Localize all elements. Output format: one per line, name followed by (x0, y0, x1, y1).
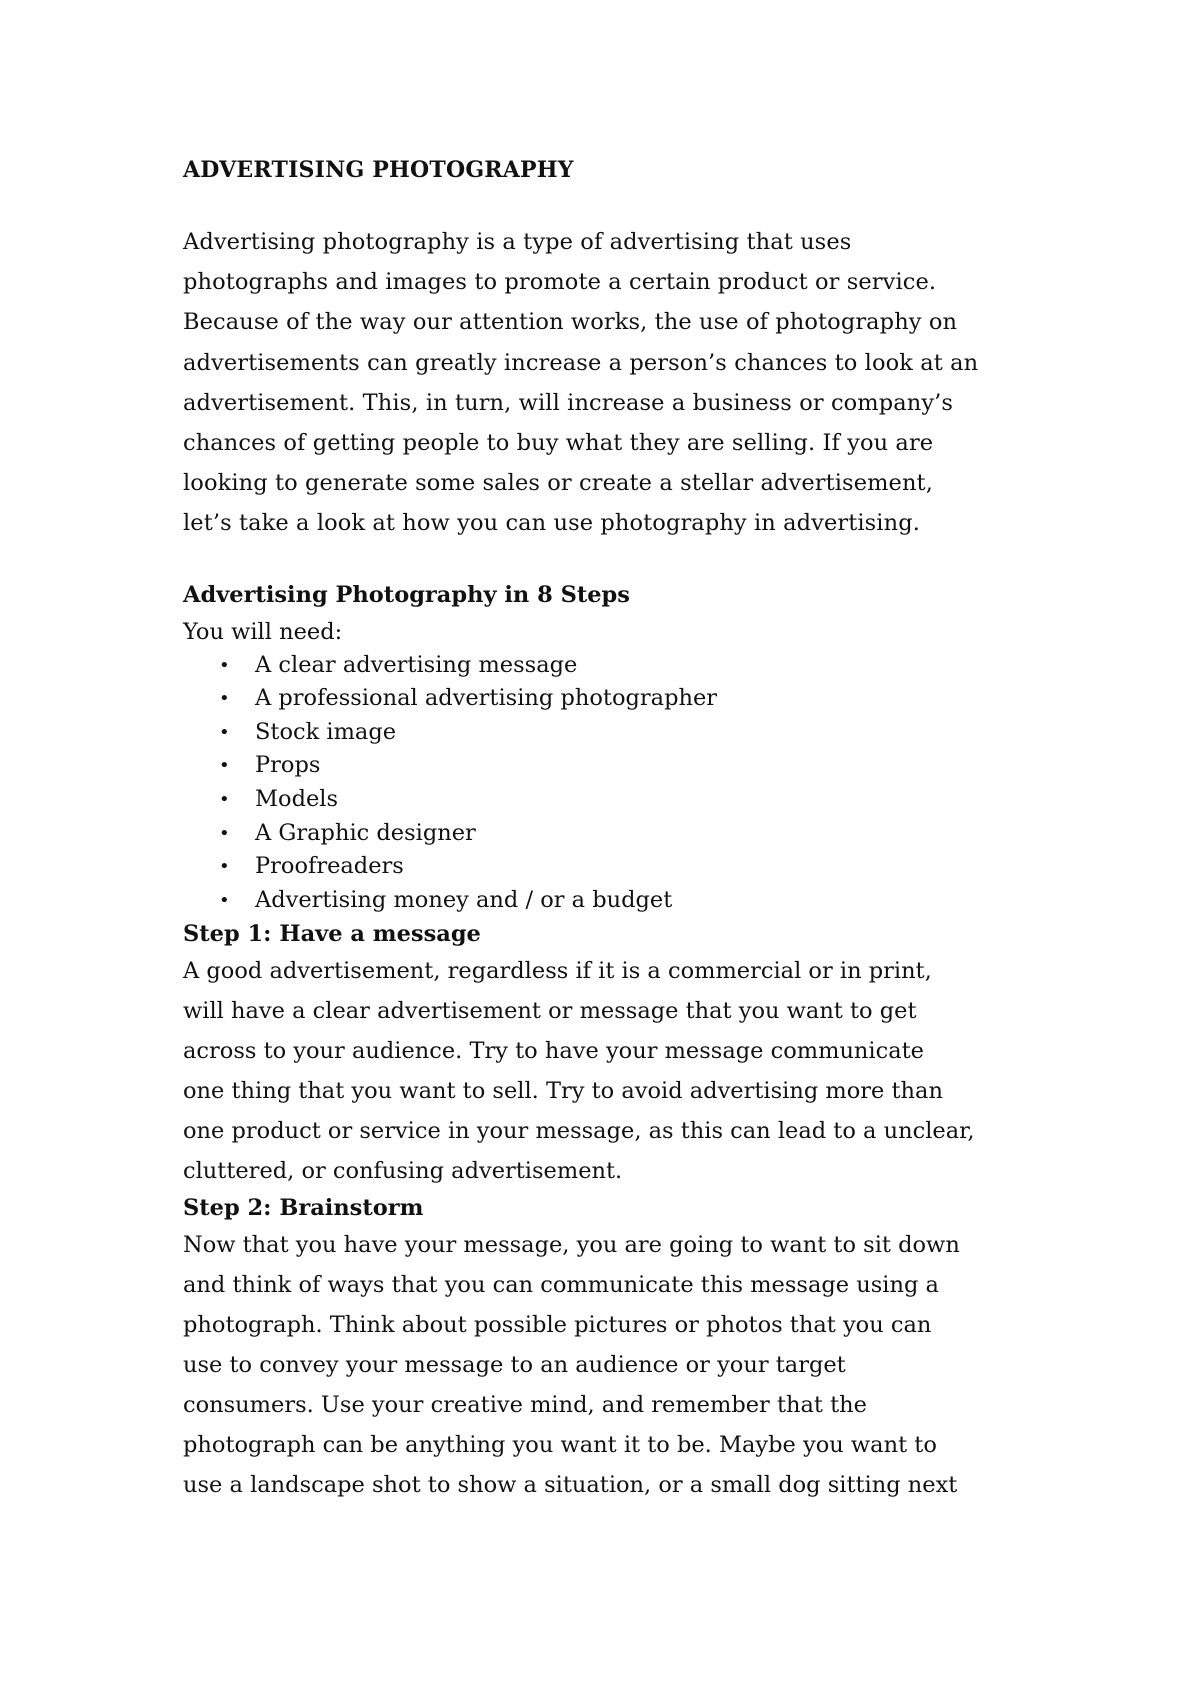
list-item (219, 716, 1063, 750)
bullet-icon: • (219, 721, 230, 743)
document-content (183, 150, 1063, 1505)
step-line: across to your audience. Try to have your message communicate (183, 1038, 924, 1065)
need-label: You will need: (183, 618, 343, 645)
intro-line: photographs and images to promote a certain product or service. (183, 269, 937, 296)
list-item (219, 884, 1063, 918)
intro-line: let’s take a look at how you can use photography in advertising. (183, 510, 920, 537)
intro-line: Advertising photography is a type of advertising that uses (183, 229, 852, 255)
bullet-icon: • (219, 688, 230, 710)
list-item (219, 749, 1063, 783)
list-item-text: Models (255, 786, 339, 812)
step-line: consumers. Use your creative mind, and remember that the (183, 1392, 867, 1419)
step-line: and think of ways that you can communicate this message using a (183, 1272, 939, 1299)
list-item (219, 817, 1063, 851)
step-line: A good advertisement, regardless if it is a commercial or in print, (183, 958, 932, 985)
bullet-icon: • (219, 822, 230, 844)
step-line: cluttered, or confusing advertisement. (183, 1158, 623, 1185)
step-line: photograph. Think about possible pictures or photos that you can (183, 1312, 932, 1339)
list-item-text: A professional advertising photographer (255, 685, 718, 712)
intro-paragraph (183, 222, 1063, 544)
bullet-icon: • (219, 755, 230, 777)
list-item-text: Props (255, 752, 321, 779)
step-line: one product or service in your message, as this can lead to a unclear, (183, 1118, 975, 1145)
intro-line: chances of getting people to buy what they are selling. If you are (183, 430, 934, 457)
bullet-icon: • (219, 856, 230, 878)
intro-line: Because of the way our attention works, the use of photography on (183, 309, 958, 336)
list-item-text: A Graphic designer (255, 819, 476, 846)
step-1-heading: Step 1: Have a message (183, 921, 481, 948)
step-line: Now that you have your message, you are going to want to sit down (183, 1232, 960, 1259)
bullet-icon: • (219, 889, 230, 911)
list-item-text: A clear advertising message (255, 651, 578, 678)
document-title: ADVERTISING PHOTOGRAPHY (183, 157, 574, 183)
step-line: use a landscape shot to show a situation, or a small dog sitting next (183, 1472, 958, 1499)
list-item-text: Advertising money and / or a budget (255, 886, 673, 913)
intro-line: looking to generate some sales or create a stellar advertisement, (183, 470, 933, 497)
list-item (219, 649, 1063, 683)
step-line: one thing that you want to sell. Try to avoid advertising more than (183, 1078, 943, 1105)
step-line: will have a clear advertisement or message that you want to get (183, 998, 917, 1025)
list-item-text: Proofreaders (255, 853, 404, 880)
step-line: photograph can be anything you want it to be. Maybe you want to (183, 1432, 937, 1459)
need-list (183, 649, 1063, 918)
intro-line: advertisement. This, in turn, will increase a business or company’s (183, 389, 954, 416)
step-line: use to convey your message to an audience or your target (183, 1352, 846, 1379)
list-item (219, 783, 1063, 817)
step-2-heading: Step 2: Brainstorm (183, 1195, 424, 1222)
step-2-body (183, 1225, 1063, 1505)
list-item (219, 850, 1063, 884)
bullet-icon: • (219, 789, 230, 810)
list-item-text: Stock image (255, 718, 397, 745)
bullet-icon: • (219, 654, 230, 676)
intro-line: advertisements can greatly increase a person’s chances to look at an (183, 349, 979, 376)
list-item (219, 682, 1063, 716)
section-heading: Advertising Photography in 8 Steps (183, 581, 630, 608)
step-1-body (183, 951, 1063, 1191)
